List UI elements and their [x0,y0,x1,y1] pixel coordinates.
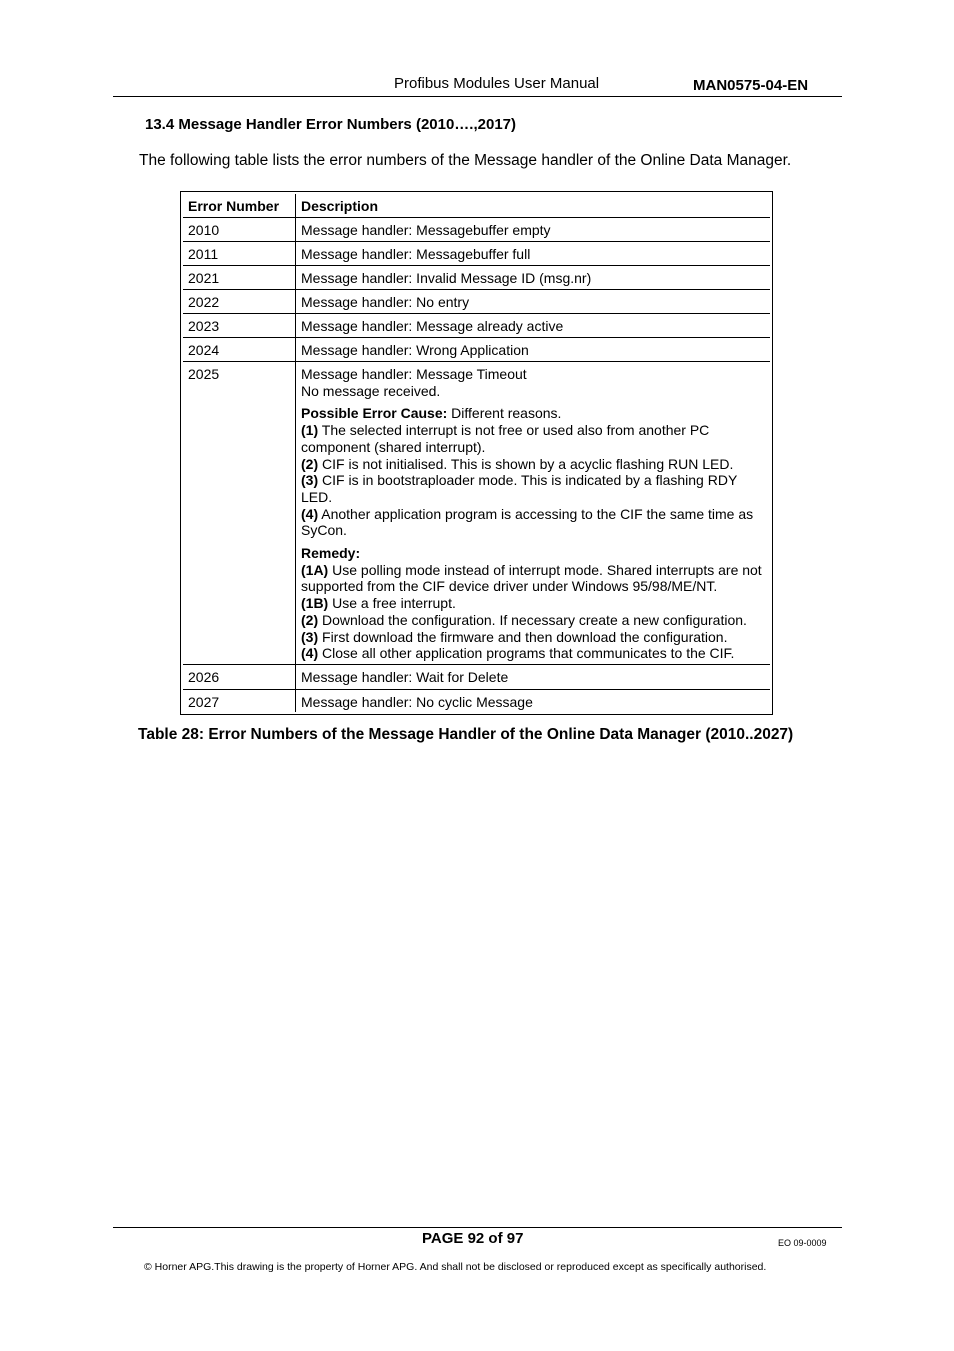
table-row [183,266,770,290]
table-row-expanded [183,362,770,665]
description-line: Message handler: Message Timeout [301,366,527,382]
table-header-row [183,194,770,218]
error-number: 2027 [188,694,220,710]
table-row [183,218,770,242]
table-row [183,242,770,266]
table-row [183,290,770,314]
cause-item: (4) Another application program is accessing to the CIF the same time as SyCon. [301,505,754,539]
header-description: Description [301,198,379,214]
cause-item: (2) CIF is not initialised. This is shown by a acyclic flashing RUN LED. [301,455,734,472]
header-rule [113,96,842,97]
remedy-block [301,545,767,662]
eo-code: EO 09-0009 [778,1238,827,1248]
error-description: Message handler: No cyclic Message [301,694,533,710]
error-description: Message handler: Invalid Message ID (msg.nr) [301,270,592,286]
copyright-notice: © Horner APG.This drawing is the property of Horner APG. And shall not be disclosed or reproduced except as specifically authorised. [144,1261,767,1273]
error-number: 2010 [188,222,220,238]
error-description: Message handler: Messagebuffer empty [301,222,551,238]
cause-item: (3) CIF is in bootstraploader mode. This is indicated by a flashing RDY LED. [301,472,738,505]
table-caption: Table 28: Error Numbers of the Message Handler of the Online Data Manager (2010..2027) [138,726,794,743]
remedy-item: (2) Download the configuration. If necessary create a new configuration. [301,611,747,628]
error-description: Message handler: Message already active [301,318,564,334]
remedy-item: (4) Close all other application programs that communicates to the CIF. [301,645,735,662]
intro-paragraph: The following table lists the error numbers of the Message handler of the Online Data Manager. [139,152,792,169]
cause-label: Possible Error Cause: [301,405,448,422]
error-table [180,191,773,715]
error-description: Message handler: Messagebuffer full [301,246,531,262]
footer-rule [113,1227,842,1228]
error-description-detailed [301,366,767,662]
description-line: No message received. [301,382,441,399]
error-number: 2021 [188,270,220,286]
remedy-item: (1A) Use polling mode instead of interrupt mode. Shared interrupts are not supported from the CIF device driver under Windows 95/98/ME/NT. [301,561,762,595]
table-row [183,665,770,690]
error-number: 2026 [188,669,220,685]
table-body [183,194,770,712]
remedy-label: Remedy: [301,545,361,562]
cause-item: (1) The selected interrupt is not free or used also from another PC component (shared interrupt). [301,422,710,455]
cause-block [301,405,767,539]
remedy-item: (1B) Use a free interrupt. [301,595,456,612]
header-title: Profibus Modules User Manual [394,75,600,92]
error-description: Message handler: Wait for Delete [301,669,509,685]
error-number: 2022 [188,294,220,310]
page-number: PAGE 92 of 97 [422,1230,524,1247]
cause-intro: Different reasons. [447,405,562,422]
remedy-item: (3) First download the firmware and then download the configuration. [301,628,728,645]
error-number: 2024 [188,342,220,358]
table-row [183,314,770,338]
table-row [183,690,770,714]
header-error-number: Error Number [188,198,280,214]
error-number: 2011 [188,246,219,262]
table-row [183,338,770,362]
section-heading: 13.4 Message Handler Error Numbers (2010….,2017) [145,116,517,133]
error-description: Message handler: No entry [301,294,470,310]
document-code: MAN0575-04-EN [693,77,809,94]
error-number: 2023 [188,318,220,334]
error-number: 2025 [188,366,220,382]
error-description: Message handler: Wrong Application [301,342,529,358]
